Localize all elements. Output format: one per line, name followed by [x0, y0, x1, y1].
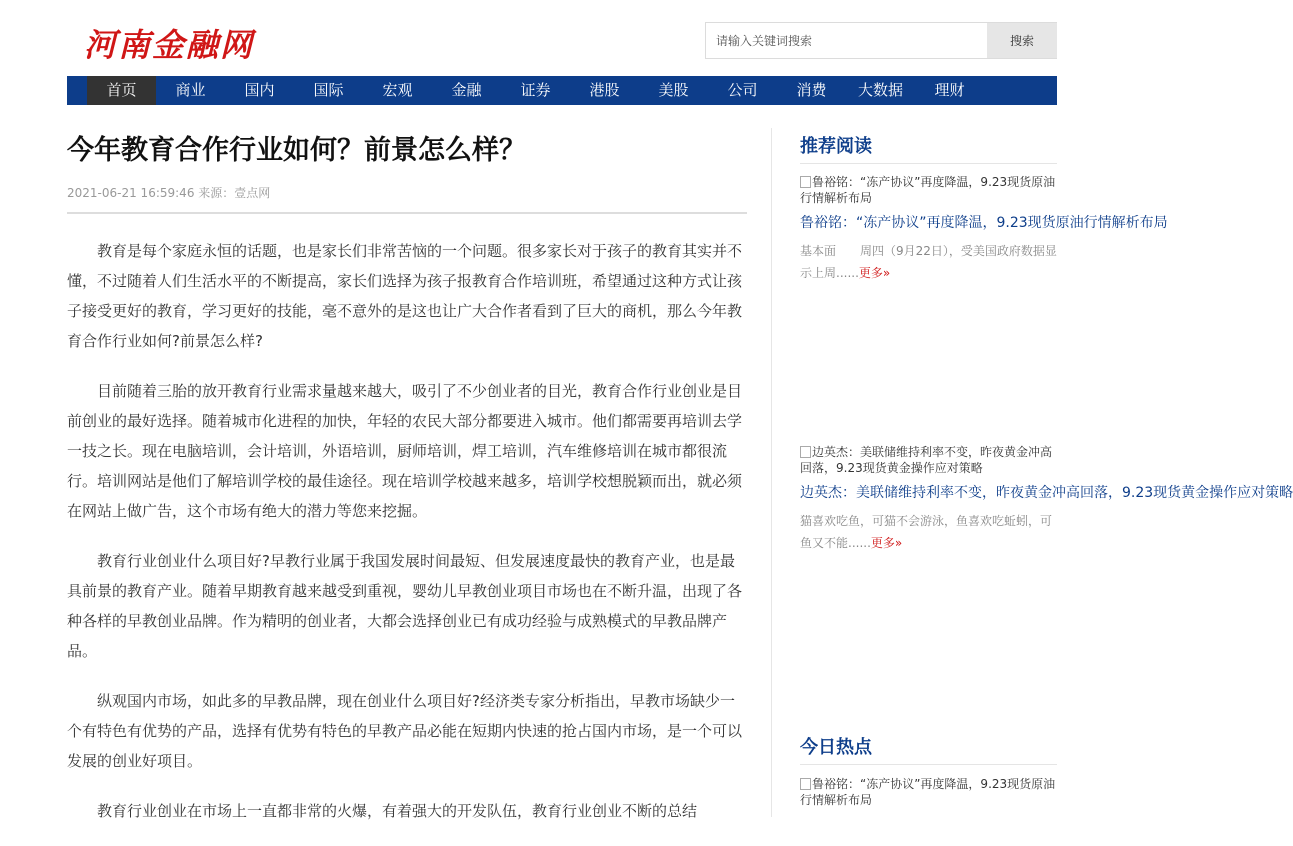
- recommend-item-title[interactable]: 鲁裕铭：“冻产协议”再度降温，9.23现货原油行情解析布局: [800, 215, 1168, 231]
- nav-item-us-stocks[interactable]: 美股: [658, 81, 689, 99]
- recommend-item-desc: [800, 240, 1057, 284]
- recommend-item-title[interactable]: 边英杰：美联储维持利率不变，昨夜黄金冲高回落，9.23现货黄金操作应对策略: [800, 485, 1293, 501]
- hot-item: [800, 776, 1057, 808]
- image-alt-text: 鲁裕铭：“冻产协议”再度降温，9.23现货原油行情解析布局: [800, 777, 1056, 807]
- recommend-item: [800, 444, 1293, 554]
- article: [67, 128, 747, 820]
- article-paragraph: 教育行业创业什么项目好?早教行业属于我国发展时间最短、但发展速度最快的教育产业，也是最具前景的教育产业。随着早期教育越来越受到重视，婴幼儿早教创业项目市场也在不断升温，出现了各种各样的早教创业品牌。作为精明的创业者，大都会选择创业已有成功经验与成熟模式的早教品牌产品。: [67, 552, 743, 660]
- main-nav: [67, 76, 1057, 105]
- search-button[interactable]: 搜索: [987, 23, 1057, 58]
- hot-title: 今日热点: [800, 731, 1057, 765]
- broken-image[interactable]: [800, 174, 1057, 206]
- nav-item-wealth[interactable]: 理财: [934, 81, 965, 99]
- article-body: [67, 236, 747, 846]
- nav-item-home[interactable]: 首页: [87, 76, 156, 105]
- image-alt-text: 鲁裕铭：“冻产协议”再度降温，9.23现货原油行情解析布局: [800, 175, 1056, 205]
- broken-image-icon: [800, 778, 811, 790]
- article-paragraph: 教育是每个家庭永恒的话题，也是家长们非常苦恼的一个问题。很多家长对于孩子的教育其实并不懂，不过随着人们生活水平的不断提高，家长们选择为孩子报教育合作培训班，希望通过这种方式让孩子接受更好的教育，学习更好的技能，毫不意外的是这也让广大合作者看到了巨大的商机，那么今年教育合作行业如何?前景怎么样?: [67, 242, 743, 350]
- search-input[interactable]: [706, 23, 987, 58]
- broken-image[interactable]: [800, 776, 1057, 808]
- recommend-title: 推荐阅读: [800, 130, 1057, 164]
- column-divider: [771, 128, 772, 817]
- broken-image-icon: [800, 176, 811, 188]
- image-alt-text: 边英杰：美联储维持利率不变，昨夜黄金冲高回落，9.23现货黄金操作应对策略: [800, 445, 1053, 475]
- nav-item-finance[interactable]: 金融: [451, 81, 482, 99]
- title-divider: [67, 212, 747, 214]
- nav-item-securities[interactable]: 证券: [520, 81, 551, 99]
- article-paragraph: 目前随着三胎的放开教育行业需求量越来越大，吸引了不少创业者的目光，教育合作行业创业是目前创业的最好选择。随着城市化进程的加快，年轻的农民大部分都要进入城市。他们都需要再培训去学一技之长。现在电脑培训，会计培训，外语培训，厨师培训，焊工培训，汽车维修培训在城市都很流行。培训网站是他们了解培训学校的最佳途径。现在培训学校越来越多，培训学校想脱颖而出，就必须在网站上做广告，这个市场有绝大的潜力等您来挖掘。: [67, 382, 743, 520]
- article-paragraph: 教育行业创业在市场上一直都非常的火爆，有着强大的开发队伍，教育行业创业不断的总结: [97, 802, 698, 820]
- nav-item-big-data[interactable]: 大数据: [857, 81, 903, 99]
- broken-image-icon: [800, 446, 811, 458]
- header: [0, 0, 1146, 76]
- site-logo[interactable]: 河南金融网: [84, 26, 255, 64]
- recommend-item-desc: [800, 510, 1057, 554]
- nav-item-domestic[interactable]: 国内: [244, 81, 275, 99]
- nav-item-consumer[interactable]: 消费: [796, 81, 827, 99]
- article-title: 今年教育合作行业如何？前景怎么样？: [67, 135, 526, 166]
- nav-item-business[interactable]: 商业: [175, 81, 206, 99]
- search-box: [705, 22, 1057, 59]
- nav-item-hk-stocks[interactable]: 港股: [589, 81, 620, 99]
- recommend-desc-text: 基本面 周四（9月22日），受美国政府数据显示上周......: [800, 244, 1057, 280]
- recommend-item: [800, 174, 1168, 284]
- more-link[interactable]: 更多»: [870, 536, 903, 550]
- nav-item-company[interactable]: 公司: [727, 81, 758, 99]
- broken-image[interactable]: [800, 444, 1057, 476]
- recommend-desc-text: 猫喜欢吃鱼，可猫不会游泳，鱼喜欢吃蚯蚓，可鱼又不能......: [800, 514, 1053, 550]
- article-meta: 2021-06-21 16:59:46 来源：壹点网: [67, 186, 271, 200]
- more-link[interactable]: 更多»: [858, 266, 891, 280]
- nav-item-macro[interactable]: 宏观: [382, 81, 413, 99]
- nav-item-international[interactable]: 国际: [313, 81, 344, 99]
- article-paragraph: 纵观国内市场，如此多的早教品牌，现在创业什么项目好?经济类专家分析指出，早教市场缺少一个有特色有优势的产品，选择有优势有特色的早教产品必能在短期内快速的抢占国内市场，是一个可以发展的创业好项目。: [67, 692, 743, 770]
